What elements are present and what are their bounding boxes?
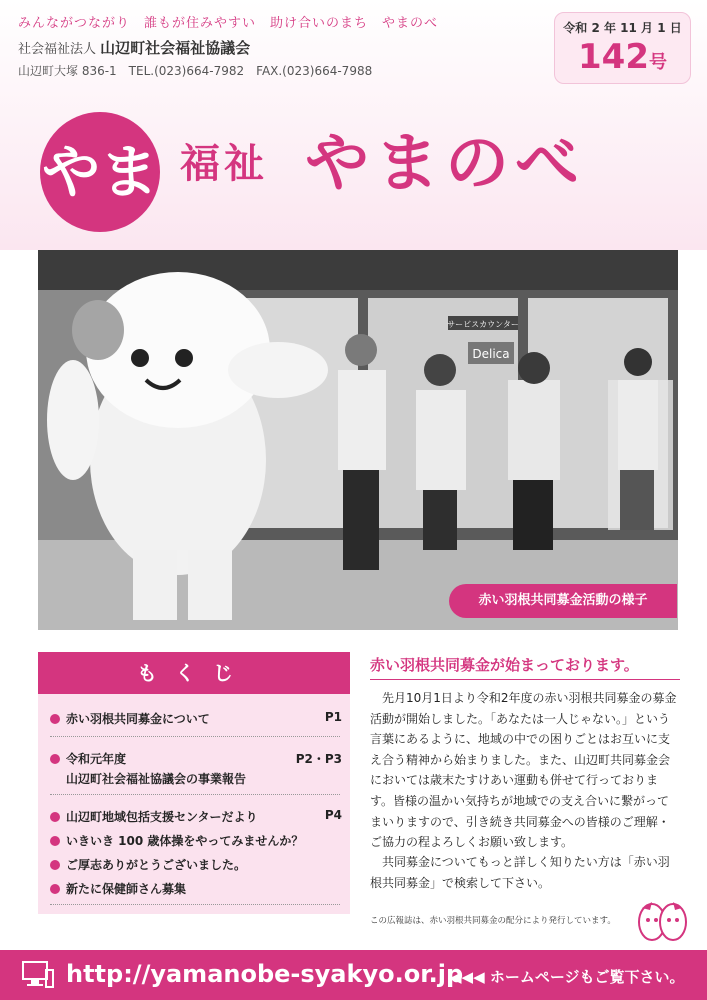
website-link[interactable]: http://yamanobe-syakyo.or.jp: [66, 960, 464, 988]
deli-sign: Delica: [472, 347, 510, 361]
toc-item-label: ご厚志ありがとうございました。: [66, 858, 247, 872]
org-prefix: 社会福祉法人: [18, 42, 97, 57]
issue-number-unit: 号: [648, 52, 667, 73]
homepage-note: ◀◀◀ ホームページもご覧下さい。: [450, 968, 685, 986]
toc-title: もくじ: [38, 652, 350, 694]
bullet-icon: [50, 860, 60, 870]
toc-item[interactable]: [50, 880, 342, 897]
article-paragraph: 共同募金についてもっと詳しく知りたい方は「赤い羽根共同募金」で検索して下さい。: [370, 855, 670, 890]
newsletter-title: やまのべ: [305, 127, 585, 201]
title-prefix: 福祉: [180, 141, 268, 187]
red-feather-mascots-icon: [636, 898, 688, 944]
address: 山辺町大塚 836-1 TEL.(023)664-7982 FAX.(023)664-7988: [18, 64, 373, 78]
toc-item[interactable]: [50, 710, 342, 727]
photo-caption: 赤い羽根共同募金活動の様子: [449, 584, 677, 618]
computer-icon: [22, 961, 54, 989]
toc-item-label: いきいき 100 歳体操をやってみませんか？: [66, 834, 304, 848]
footer-bar: [0, 950, 707, 1000]
article-title: 赤い羽根共同募金が始まっております。: [370, 656, 639, 674]
org-name: 山辺町社会福祉協議会: [100, 39, 251, 57]
store-sign: サービスカウンター: [447, 320, 519, 329]
toc-item-label: 令和元年度: [66, 752, 127, 766]
cover-photo: [38, 250, 678, 630]
bullet-icon: [50, 754, 60, 764]
footnote: この広報誌は、赤い羽根共同募金の配分により発行しています。: [370, 916, 616, 926]
toc-item-label: 赤い羽根共同募金について: [66, 712, 210, 726]
divider: [50, 736, 340, 737]
toc-item-label: 新たに保健師さん募集: [66, 882, 187, 896]
article-paragraph: 先月10月1日より令和2年度の赤い羽根共同募金の募金活動が開始しました。「あなたは一人じゃない。」という言葉にあるように、地域の中での困りごとはお互いに支え合う精神から始まりました。また、山辺町共同募金会においては歳末たすけあい運動も併せて行っております。皆様の温かい気持ちが地域での支え合いに繋がってまいりますので、引き続き共同募金への皆様のご理解・ご協力の程よろしくお願い致します。: [370, 691, 677, 850]
toc-item-page: P1: [324, 710, 342, 724]
toc-item-label: 山辺町地域包括支援センターだより: [66, 810, 258, 824]
toc-item-page: P4: [324, 808, 342, 822]
table-of-contents: [38, 652, 350, 914]
issue-date: 令和 2 年 11 月 1 日: [563, 21, 682, 35]
divider: [370, 679, 680, 680]
issue-number-value: 142: [578, 37, 649, 77]
organization: [18, 37, 250, 58]
logo-text: やま: [41, 138, 159, 206]
bullet-icon: [50, 714, 60, 724]
toc-item[interactable]: [50, 832, 342, 849]
divider: [50, 904, 340, 905]
bullet-icon: [50, 884, 60, 894]
bullet-icon: [50, 812, 60, 822]
toc-item[interactable]: [50, 808, 342, 825]
toc-item-sublabel: 山辺町社会福祉協議会の事業報告: [66, 772, 247, 786]
issue-number: [555, 37, 690, 77]
bullet-icon: [50, 836, 60, 846]
toc-item-page: P2・P3: [295, 752, 342, 766]
tagline: みんながつながり 誰もが住みやすい 助け合いのまち やまのべ: [18, 16, 439, 31]
yamanobe-logo-icon: [38, 110, 162, 234]
toc-item[interactable]: [50, 750, 342, 787]
toc-item[interactable]: [50, 856, 342, 873]
issue-badge: [554, 12, 691, 84]
divider: [50, 794, 340, 795]
